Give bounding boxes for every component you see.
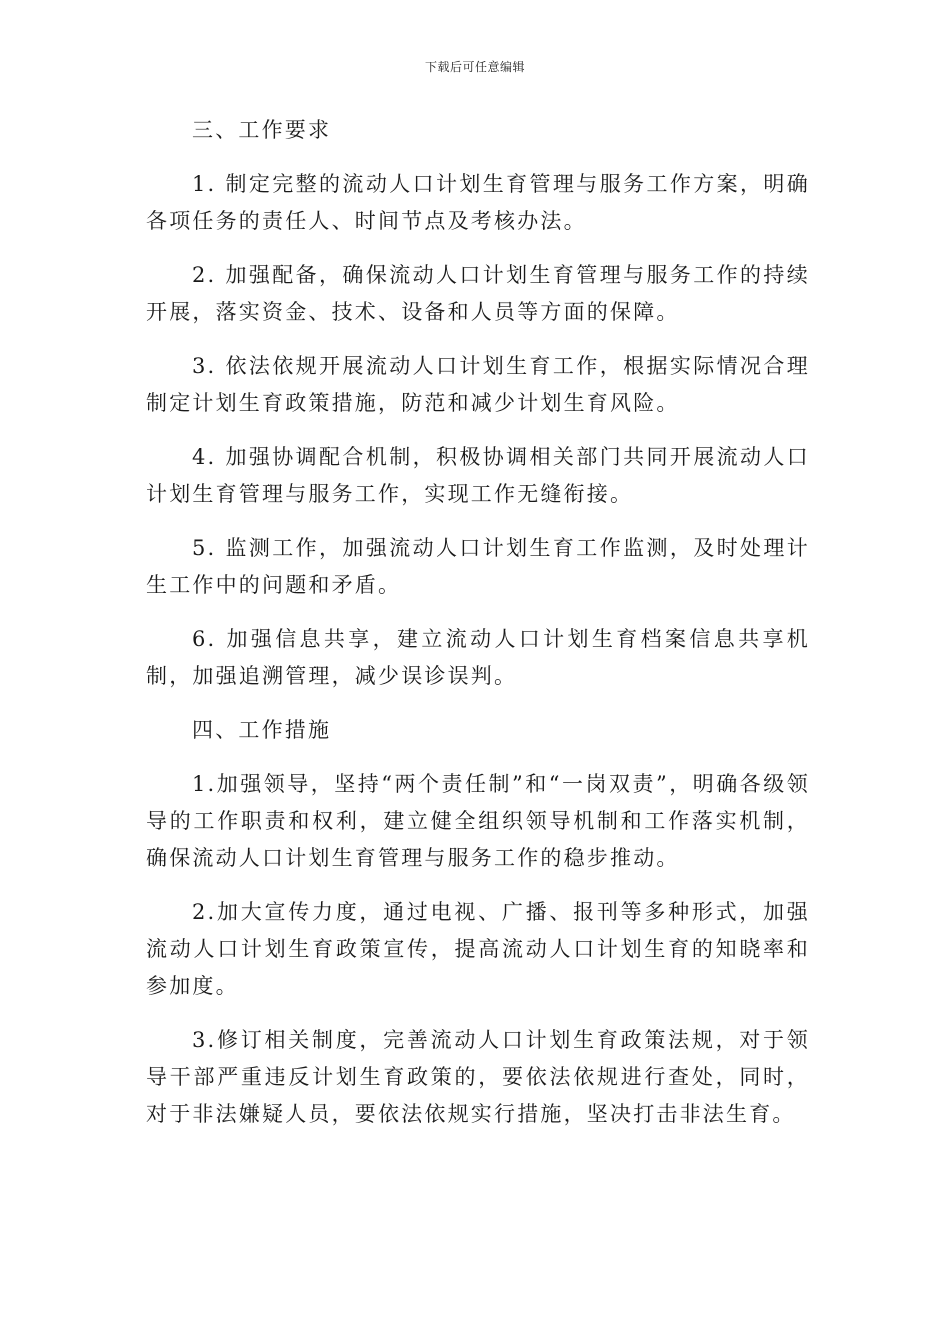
paragraph: 2. 加强配备，确保流动人口计划生育管理与服务工作的持续开展，落实资金、技术、设备和人员等方面的保障。 xyxy=(146,263,810,324)
section-heading-requirements: 三、工作要求 xyxy=(192,118,332,142)
page-header: 下载后可任意编辑 xyxy=(424,60,525,74)
paragraph: 4. 加强协调配合机制，积极协调相关部门共同开展流动人口计划生育管理与服务工作，实现工作无缝衔接。 xyxy=(146,445,810,506)
section-heading-measures: 四、工作措施 xyxy=(192,718,332,742)
paragraph: 3.修订相关制度，完善流动人口计划生育政策法规，对于领导干部严重违反计划生育政策的，要依法依规进行查处，同时，对于非法嫌疑人员，要依法依规实行措施，坚决打击非法生育。 xyxy=(146,1028,810,1126)
paragraph: 5. 监测工作，加强流动人口计划生育工作监测，及时处理计生工作中的问题和矛盾。 xyxy=(146,536,810,597)
paragraph: 3. 依法依规开展流动人口计划生育工作，根据实际情况合理制定计划生育政策措施，防范和减少计划生育风险。 xyxy=(146,354,810,415)
paragraph: 1.加强领导，坚持“两个责任制”和“一岗双责”，明确各级领导的工作职责和权利，建立健全组织领导机制和工作落实机制，确保流动人口计划生育管理与服务工作的稳步推动。 xyxy=(146,772,810,870)
document-body xyxy=(146,112,810,1150)
paragraph: 6. 加强信息共享，建立流动人口计划生育档案信息共享机制，加强追溯管理，减少误诊误判。 xyxy=(146,627,810,688)
paragraph: 2.加大宣传力度，通过电视、广播、报刊等多种形式，加强流动人口计划生育政策宣传，提高流动人口计划生育的知晓率和参加度。 xyxy=(146,900,810,998)
paragraph: 1. 制定完整的流动人口计划生育管理与服务工作方案，明确各项任务的责任人、时间节点及考核办法。 xyxy=(146,172,810,233)
